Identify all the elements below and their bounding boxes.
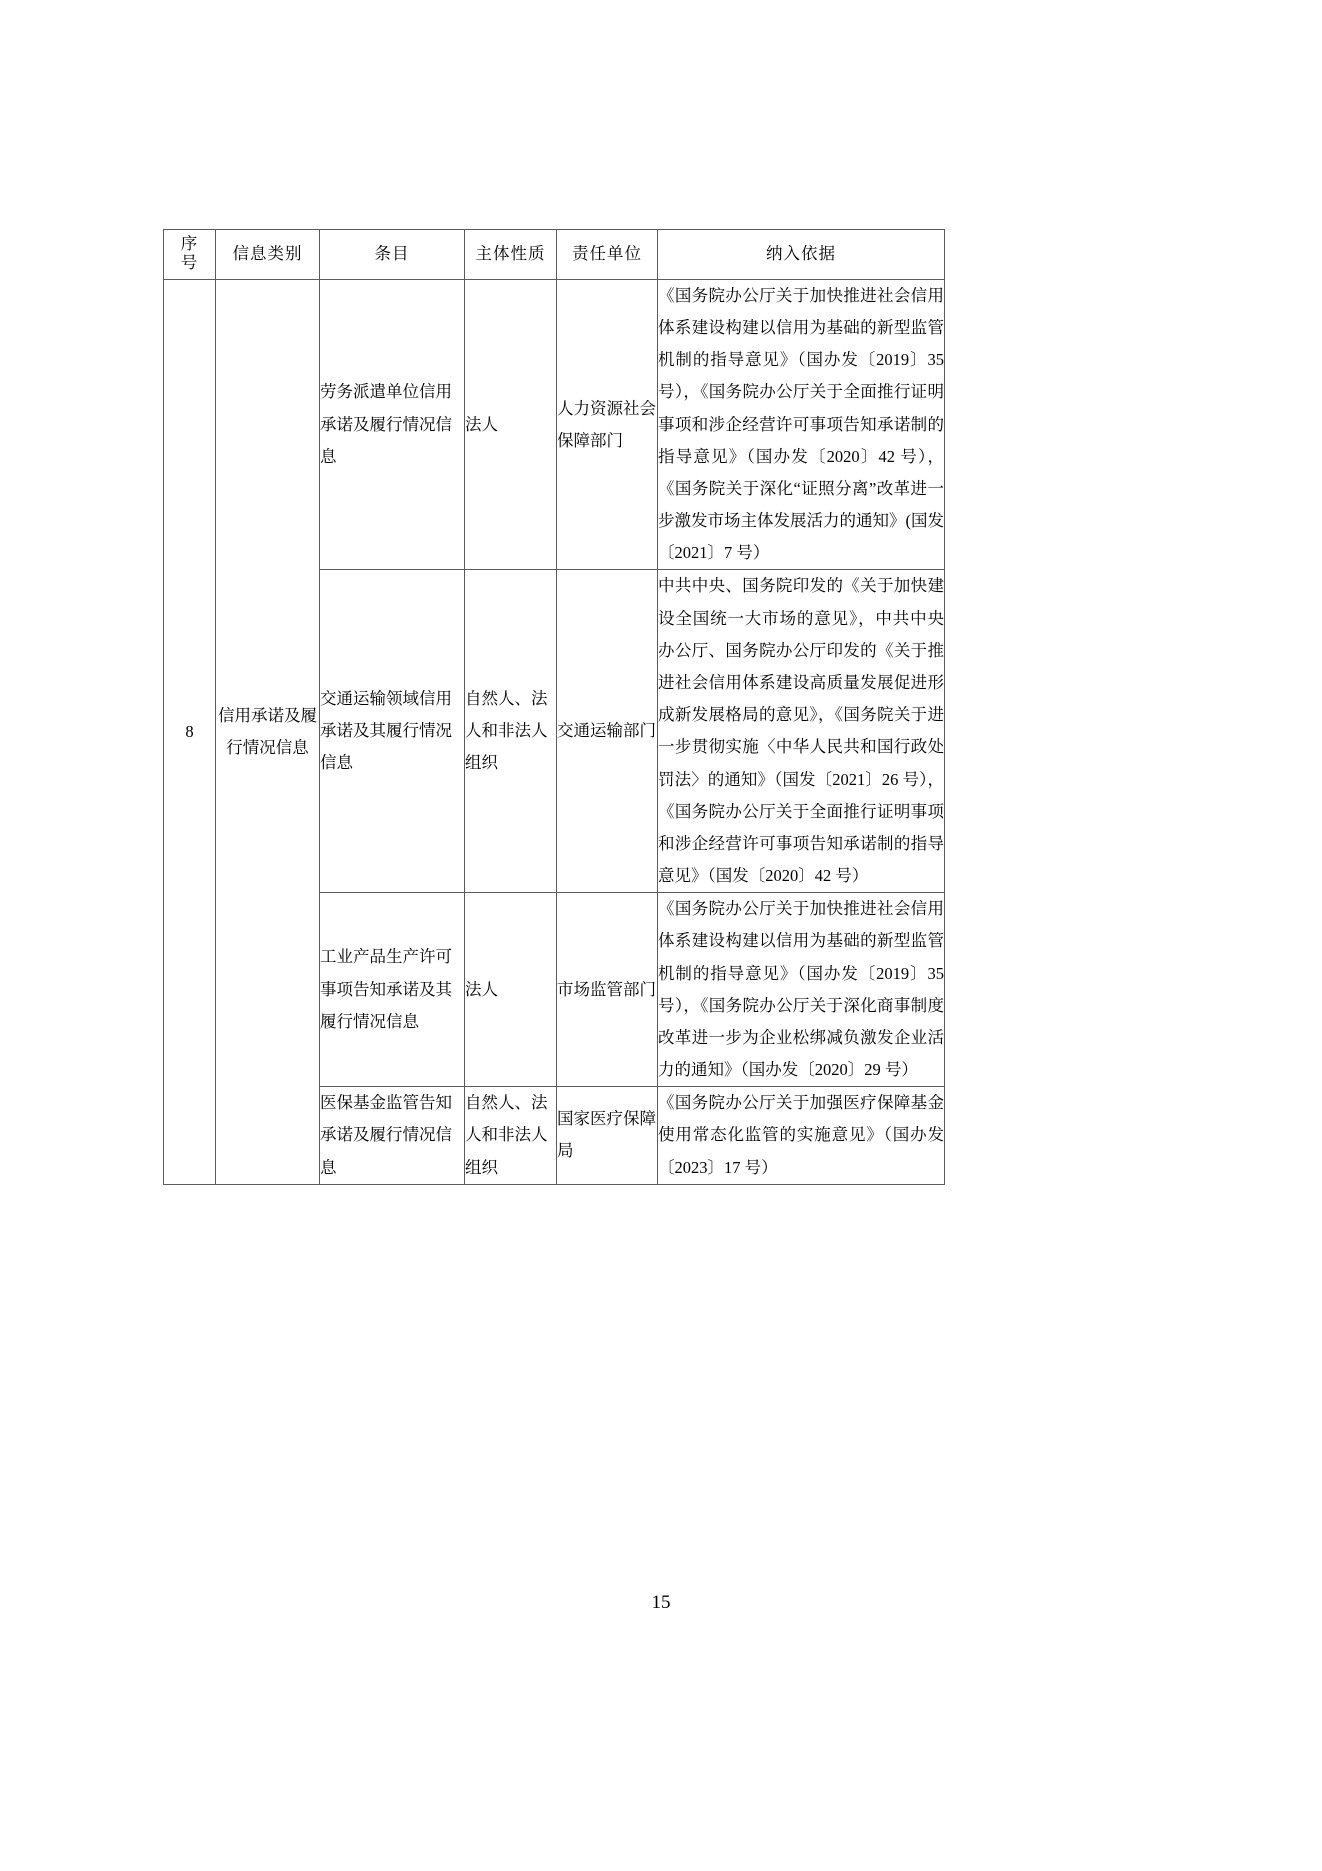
cell-sequence-number: 8 — [164, 279, 216, 1184]
credit-information-table-wrapper — [163, 229, 944, 1185]
cell-inclusion-basis: 中共中央、国务院印发的《关于加快建设全国统一大市场的意见》，中共中央办公厅、国务院办公厅印发的《关于推进社会信用体系建设高质量发展促进形成新发展格局的意见》，《国务院关于进一步贯彻实施〈中华人民共和国行政处罚法〉的通知》（国发〔2021〕26 号），《国务院办公厅关于全面推行证明事项和涉企经营许可事项告知承诺制的指导意见》（国发〔2020〕42 号） — [658, 570, 945, 893]
column-header-subject-nature: 主体性质 — [465, 230, 557, 280]
cell-inclusion-basis: 《国务院办公厅关于加快推进社会信用体系建设构建以信用为基础的新型监管机制的指导意见》（国办发〔2019〕35 号），《国务院办公厅关于全面推行证明事项和涉企经营许可事项告知承诺制的指导意见》（国办发〔2020〕42 号），《国务院关于深化“证照分离”改革进一步激发市场主体发展活力的通知》(国发〔2021〕7 号） — [658, 279, 945, 570]
cell-responsible-unit: 交通运输部门 — [557, 570, 658, 893]
cell-responsible-unit: 市场监管部门 — [557, 893, 658, 1087]
cell-responsible-unit: 人力资源社会保障部门 — [557, 279, 658, 570]
column-header-sequence-line1: 序 — [180, 235, 199, 253]
column-header-item: 条目 — [320, 230, 465, 280]
cell-inclusion-basis: 《国务院办公厅关于加强医疗保障基金使用常态化监管的实施意见》（国办发〔2023〕17 号） — [658, 1087, 945, 1185]
column-header-sequence — [164, 230, 216, 280]
column-header-sequence-line2: 号 — [180, 254, 199, 273]
table-header-row — [164, 230, 945, 280]
cell-inclusion-basis: 《国务院办公厅关于加快推进社会信用体系建设构建以信用为基础的新型监管机制的指导意见》（国办发〔2019〕35 号），《国务院办公厅关于深化商事制度改革进一步为企业松绑减负激发企业活力的通知》（国办发〔2020〕29 号） — [658, 893, 945, 1087]
cell-item-name: 医保基金监管告知承诺及履行情况信息 — [320, 1087, 465, 1185]
column-header-inclusion-basis: 纳入依据 — [658, 230, 945, 280]
cell-subject-nature: 自然人、法人和非法人组织 — [465, 570, 557, 893]
cell-subject-nature: 法人 — [465, 893, 557, 1087]
cell-item-name: 劳务派遣单位信用承诺及履行情况信息 — [320, 279, 465, 570]
page-number: 15 — [651, 1592, 671, 1613]
cell-responsible-unit: 国家医疗保障局 — [557, 1087, 658, 1185]
credit-information-table — [163, 229, 945, 1185]
table-body — [164, 279, 945, 1184]
cell-information-category: 信用承诺及履行情况信息 — [216, 279, 320, 1184]
column-header-responsible-unit: 责任单位 — [557, 230, 658, 280]
table-row — [164, 279, 945, 570]
cell-subject-nature: 法人 — [465, 279, 557, 570]
cell-item-name: 交通运输领域信用承诺及其履行情况信息 — [320, 570, 465, 893]
cell-item-name: 工业产品生产许可事项告知承诺及其履行情况信息 — [320, 893, 465, 1087]
column-header-category: 信息类别 — [216, 230, 320, 280]
cell-subject-nature: 自然人、法人和非法人组织 — [465, 1087, 557, 1185]
